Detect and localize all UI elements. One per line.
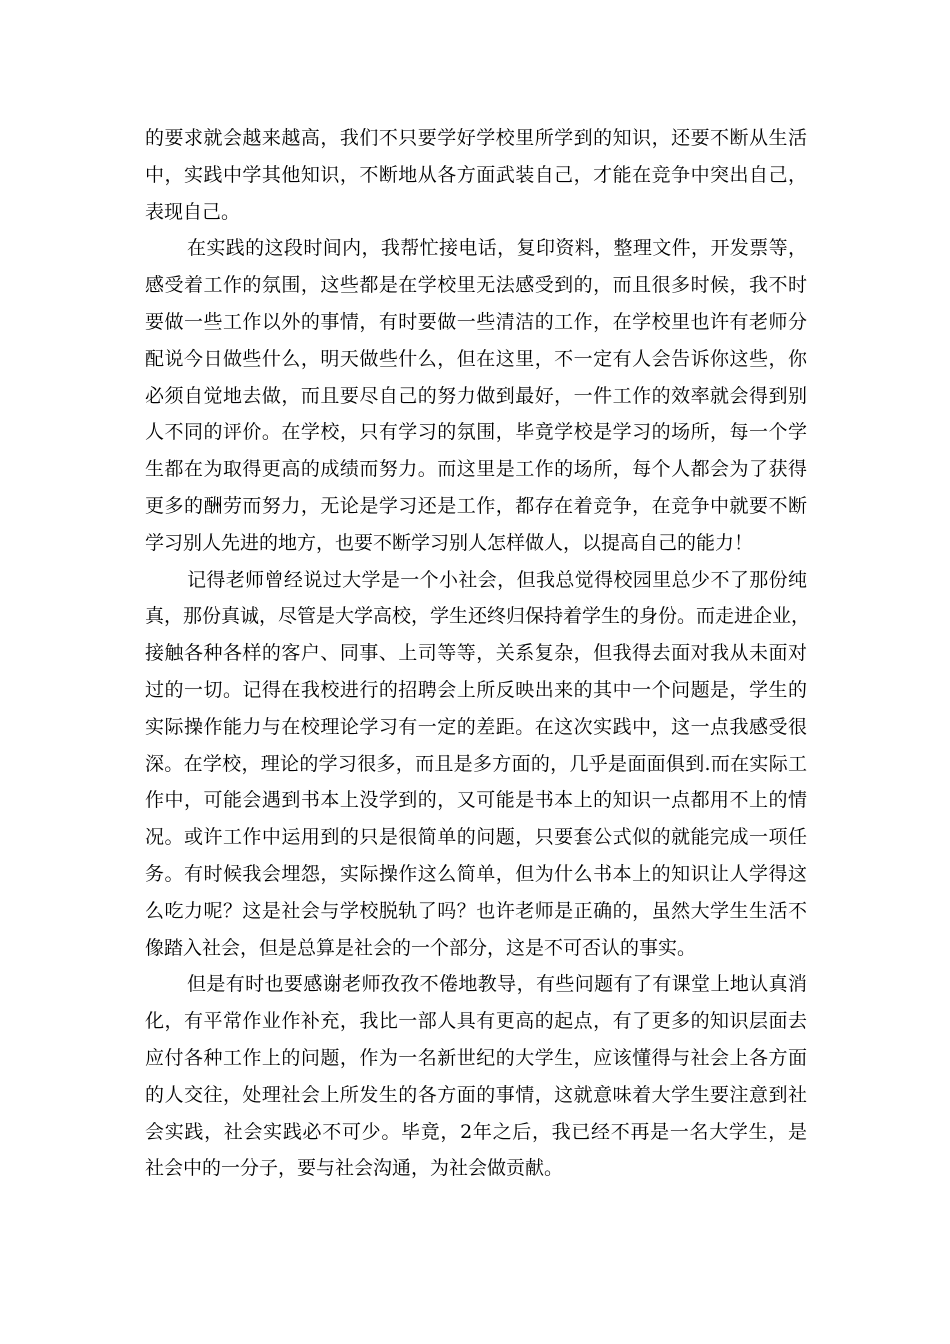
text-line: 配说今日做些什么，明天做些什么，但在这里，不一定有人会告诉你这些，你 [145,347,807,370]
paragraph-first-line: 记得老师曾经说过大学是一个小社会，但我总觉得校园里总少不了那份纯 [187,568,807,591]
text-line: 表现自己。 [145,200,241,223]
text-line: 么吃力呢？这是社会与学校脱轨了吗？也许老师是正确的，虽然大学生生活不 [145,899,807,922]
text-line: 作中，可能会遇到书本上没学到的，又可能是书本上的知识一点都用不上的情 [145,789,807,812]
text-line: 社会中的一分子，要与社会沟通，为社会做贡献。 [145,1157,564,1180]
text-line: 要做一些工作以外的事情，有时要做一些清洁的工作，在学校里也许有老师分 [145,310,807,333]
text-line: 感受着工作的氛围，这些都是在学校里无法感受到的，而且很多时候，我不时 [145,274,807,297]
text-line: 更多的酬劳而努力，无论是学习还是工作，都存在着竞争，在竞争中就要不断 [145,494,807,517]
text-line: 生都在为取得更高的成绩而努力。而这里是工作的场所，每个人都会为了获得 [145,458,807,481]
text-line: 像踏入社会，但是总算是社会的一个部分，这是不可否认的事实。 [145,936,697,959]
text-line: 化，有平常作业作补充，我比一部人具有更高的起点，有了更多的知识层面去 [145,1010,807,1033]
paragraph-first-line: 在实践的这段时间内，我帮忙接电话，复印资料，整理文件，开发票等， [187,237,807,260]
text-line: 学习别人先进的地方，也要不断学习别人怎样做人，以提高自己的能力！ [145,531,754,554]
text-line: 应付各种工作上的问题，作为一名新世纪的大学生，应该懂得与社会上各方面 [145,1046,807,1069]
paragraph-first-line: 但是有时也要感谢老师孜孜不倦地教导，有些问题有了有课堂上地认真消 [187,973,807,996]
text-line: 中，实践中学其他知识，不断地从各方面武装自己，才能在竞争中突出自己， [145,163,807,186]
text-line: 的人交往，处理社会上所发生的各方面的事情，这就意味着大学生要注意到社 [145,1083,807,1106]
text-line: 的要求就会越来越高，我们不只要学好学校里所学到的知识，还要不断从生活 [145,127,807,149]
text-line: 过的一切。记得在我校进行的招聘会上所反映出来的其中一个问题是，学生的 [145,678,807,701]
text-line: 况。或许工作中运用到的只是很简单的问题，只要套公式似的就能完成一项任 [145,826,807,849]
text-line: 人不同的评价。在学校，只有学习的氛围，毕竟学校是学习的场所，每一个学 [145,421,807,444]
text-line: 真，那份真诚，尽管是大学高校，学生还终归保持着学生的身份。而走进企业， [145,605,811,628]
text-line: 必须自觉地去做，而且要尽自己的努力做到最好，一件工作的效率就会得到别 [145,384,807,407]
text-line: 实际操作能力与在校理论学习有一定的差距。在这次实践中，这一点我感受很 [145,715,807,738]
text-line: 接触各种各样的客户、同事、上司等等，关系复杂，但我得去面对我从未面对 [145,642,807,665]
text-line: 会实践，社会实践必不可少。毕竟，2年之后，我已经不再是一名大学生，是 [145,1120,807,1143]
text-line: 深。在学校，理论的学习很多，而且是多方面的，几乎是面面俱到.而在实际工 [145,752,807,775]
text-line: 务。有时候我会埋怨，实际操作这么简单，但为什么书本上的知识让人学得这 [145,862,807,885]
body-text [145,120,811,1187]
